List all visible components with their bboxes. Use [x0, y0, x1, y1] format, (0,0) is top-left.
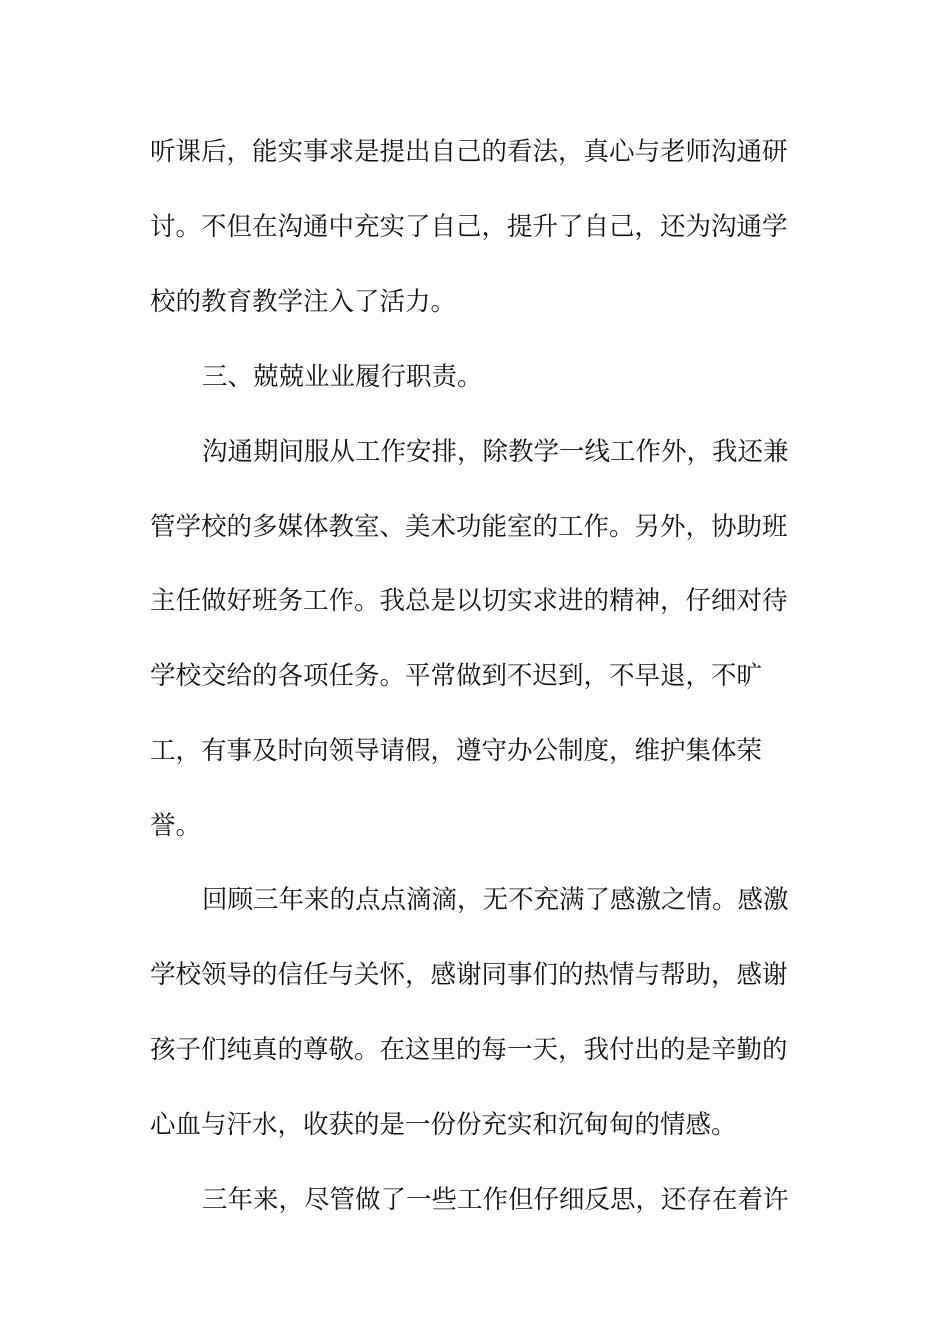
body-text-line: 孩子们纯真的尊敬。在这里的每一天，我付出的是辛勤的 [150, 1035, 788, 1065]
body-text-line: 回顾三年来的点点滴滴，无不充满了感激之情。感激 [202, 885, 789, 915]
body-text-line: 主任做好班务工作。我总是以切实求进的精神，仔细对待 [150, 586, 788, 616]
body-text-line: 管学校的多媒体教室、美术功能室的工作。另外，协助班 [150, 512, 788, 542]
body-text-line: 讨。不但在沟通中充实了自己，提升了自己，还为沟通学 [150, 212, 788, 242]
body-text-line: 工，有事及时向领导请假，遵守办公制度，维护集体荣 [150, 736, 763, 766]
body-text-line: 学校领导的信任与关怀，感谢同事们的热情与帮助，感谢 [150, 960, 788, 990]
body-text-line: 听课后，能实事求是提出自己的看法，真心与老师沟通研 [150, 137, 788, 167]
body-text-line: 校的教育教学注入了活力。 [150, 287, 457, 317]
body-text-line: 学校交给的各项任务。平常做到不迟到，不早退，不旷 [150, 661, 763, 691]
body-text-line: 三年来，尽管做了一些工作但仔细反思，还存在着许 [202, 1185, 789, 1215]
body-text-line: 心血与汗水，收获的是一份份充实和沉甸甸的情感。 [150, 1110, 737, 1140]
body-text-line: 誉。 [150, 811, 202, 841]
section-heading: 三、兢兢业业履行职责。 [202, 362, 483, 392]
body-text-line: 沟通期间服从工作安排，除教学一线工作外，我还兼 [202, 437, 789, 467]
